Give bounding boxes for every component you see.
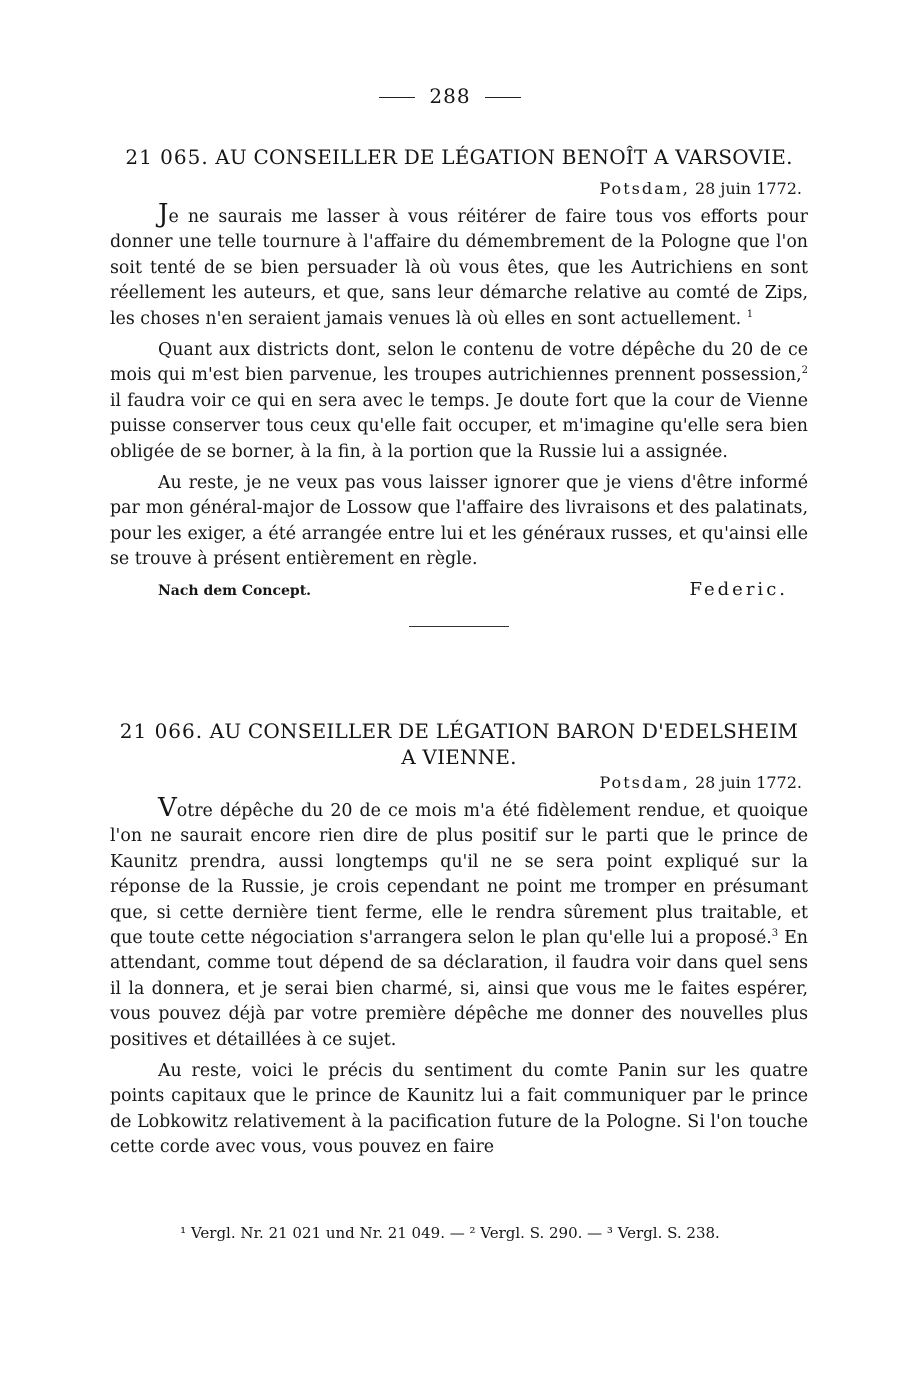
signature: Federic. xyxy=(689,578,788,600)
paragraph-text: e ne saurais me lasser à vous réitérer de faire tous vos efforts pour donner une telle tournure à l'affaire du démembrement de la Pologne que l'on soit tenté de se bien persuader là où vous êtes, que les Autrichiens en sont réellement les auteurs, et que, sans leur démarche relative au comté de Zips, les choses n'en seraient jamais venues là où elles en sont actuellement. xyxy=(110,207,808,329)
paragraph-text: Quant aux districts dont, selon le contenu de votre dépêche du 20 de ce mois qui m'est bien parvenue, les troupes autrichiennes prennent possession, xyxy=(110,340,808,386)
dash-left xyxy=(379,97,415,98)
entry-21066 xyxy=(110,718,808,1167)
source-note: Nach dem Concept. xyxy=(158,582,312,599)
paragraph-text: En attendant, comme tout dépend de sa déclaration, il faudra voir dans quel sens il la donnera, et je serai bien charmé, si, ainsi que vous me le faites espérer, vous pouvez déjà par votre première dépêche me donner des nouvelles plus positives et détaillées à ce sujet. xyxy=(110,928,808,1050)
entry-number: 21 066. xyxy=(119,719,204,743)
dateline xyxy=(110,772,808,794)
entry-title-line2: A VIENNE. xyxy=(401,745,517,769)
separator-rule xyxy=(409,626,509,627)
paragraph-text: Au reste, je ne veux pas vous laisser ignorer que je viens d'être informé par mon général-major de Lossow que l'affaire des livraisons et des palatinats, pour les exiger, a été arrangée entre lui et les généraux russes, et qu'ainsi elle se trouve à présent entièrement en règle. xyxy=(110,473,808,570)
page-number-text: 288 xyxy=(429,84,471,108)
paragraph xyxy=(110,1059,808,1161)
page-number xyxy=(0,84,900,108)
entry-heading xyxy=(110,144,808,170)
date: 28 juin 1772. xyxy=(694,773,802,792)
date: 28 juin 1772. xyxy=(694,179,802,198)
entry-title: AU CONSEILLER DE LÉGATION BENOÎT A VARSOVIE. xyxy=(215,145,793,169)
paragraph-text: Au reste, voici le précis du sentiment du comte Panin sur les quatre points capitaux que le prince de Kaunitz lui a fait communiquer par le prince de Lobkowitz relativement à la pacification future de la Pologne. Si l'on touche cette corde avec vous, vous pouvez en faire xyxy=(110,1061,808,1158)
signoff xyxy=(110,579,808,600)
entry-heading xyxy=(110,718,808,770)
paragraph xyxy=(110,199,808,332)
letter-body xyxy=(110,793,808,1161)
initial: V xyxy=(158,793,177,823)
paragraph-text: il faudra voir ce qui en sera avec le temps. Je doute fort que la cour de Vienne puisse conserver tous ceux qu'elle fait occuper, et m'imagine qu'elle sera bien obligée de se borner, à la fin, à la portion que la Russie lui a assignée. xyxy=(110,390,808,462)
dash-right xyxy=(485,97,521,98)
place: Potsdam, xyxy=(599,179,690,198)
paragraph-text: otre dépêche du 20 de ce mois m'a été fidèlement rendue, et quoique l'on ne saurait encore rien dire de plus positif sur le parti que le prince de Kaunitz prendra, aussi longtemps qu'il ne se sera point expliqué sur la réponse de la Russie, je crois cependant ne point me tromper en présumant que, si cette dernière tient ferme, elle le rendra sûrement plus traitable, et que toute cette négociation s'arrangera selon le plan qu'elle lui a proposé. xyxy=(110,801,808,949)
entry-21065 xyxy=(110,144,808,627)
entry-number: 21 065. xyxy=(125,145,209,169)
footnotes: ¹ Vergl. Nr. 21 021 und Nr. 21 049. — ² Vergl. S. 290. — ³ Vergl. S. 238. xyxy=(180,1224,720,1242)
letter-body xyxy=(110,199,808,573)
dateline xyxy=(110,178,808,200)
footnote-ref: 2 xyxy=(801,365,808,377)
footnote-ref: 3 xyxy=(771,928,779,940)
footnote-ref: 1 xyxy=(746,308,754,320)
entry-title: AU CONSEILLER DE LÉGATION BARON D'EDELSHEIM xyxy=(209,719,799,743)
paragraph xyxy=(110,793,808,1053)
paragraph xyxy=(110,471,808,573)
place: Potsdam, xyxy=(599,773,690,792)
initial: J xyxy=(158,199,169,229)
paragraph xyxy=(110,338,808,465)
